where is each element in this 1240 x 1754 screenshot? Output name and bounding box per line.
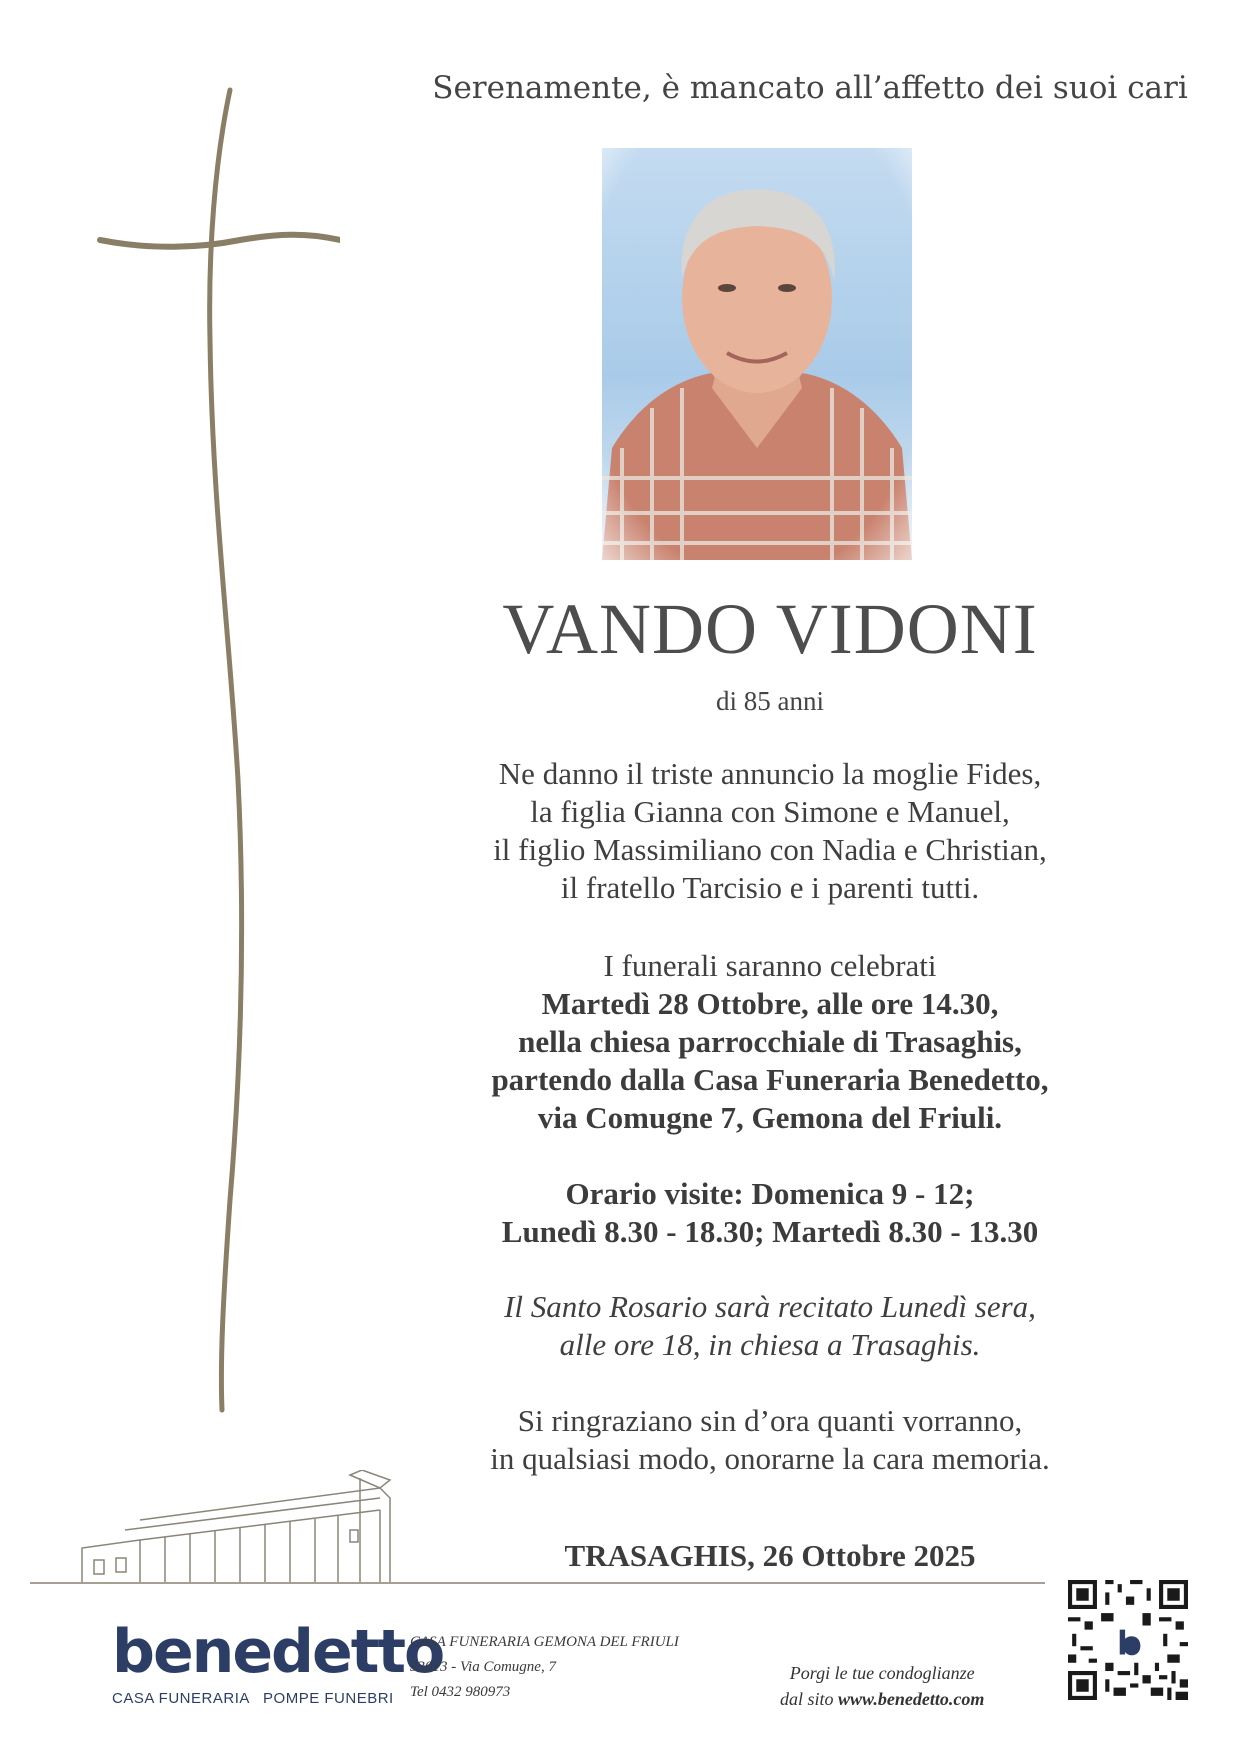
visiting-hours — [420, 1175, 1120, 1251]
deceased-age: di 85 anni — [716, 686, 824, 716]
rosary-line: alle ore 18, in chiesa a Trasaghis. — [559, 1327, 981, 1362]
rosary-line: Il Santo Rosario sarà recitato Lunedì sera, — [504, 1289, 1036, 1324]
address-line: Tel 0432 980973 — [410, 1684, 511, 1700]
funeral-line: Martedì 28 Ottobre, alle ore 14.30, — [541, 986, 999, 1021]
portrait-photo — [602, 148, 912, 560]
family-line: la figlia Gianna con Simone e Manuel, — [530, 794, 1010, 829]
condolences-line: Porgi le tue condoglianze — [789, 1663, 975, 1683]
funeral-line: partendo dalla Casa Funeraria Benedetto, — [491, 1062, 1049, 1097]
qr-code-icon[interactable] — [1068, 1580, 1188, 1700]
thanks-line: in qualsiasi modo, onorarne la cara memoria. — [490, 1441, 1050, 1476]
address-line: CASA FUNERARIA GEMONA DEL FRIULI — [410, 1634, 679, 1650]
funeral-line: via Comugne 7, Gemona del Friuli. — [537, 1100, 1003, 1135]
funeral-details — [420, 947, 1120, 1137]
intro-text: Serenamente, è mancato all’affetto dei suoi cari — [432, 70, 1188, 106]
website-link[interactable]: www.benedetto.com — [838, 1689, 985, 1709]
family-line: il figlio Massimiliano con Nadia e Christian, — [493, 832, 1047, 867]
benedetto-logo: benedetto — [112, 1617, 444, 1687]
funeral-home-building-icon — [80, 1470, 400, 1585]
thanks-line: Si ringraziano sin d’ora quanti vorranno, — [517, 1403, 1023, 1438]
funeral-lead: I funerali saranno celebrati — [603, 948, 937, 983]
address-line: 33013 - Via Comugne, 7 — [410, 1659, 556, 1675]
condolences-prefix: dal sito — [780, 1689, 839, 1709]
visits-line: Lunedì 8.30 - 18.30; Martedì 8.30 - 13.30 — [501, 1214, 1039, 1249]
logo-subtitle: CASA FUNERARIA POMPE FUNEBRI — [112, 1690, 394, 1707]
footer-divider — [30, 1582, 1045, 1584]
rosary-notice — [420, 1288, 1120, 1364]
funeral-home-address — [410, 1630, 679, 1705]
condolences-note — [780, 1660, 984, 1712]
visits-line: Orario visite: Domenica 9 - 12; — [565, 1176, 975, 1211]
family-line: Ne danno il triste annuncio la moglie Fides, — [498, 756, 1042, 791]
cross-icon — [80, 80, 340, 1420]
funeral-line: nella chiesa parrocchiale di Trasaghis, — [518, 1024, 1022, 1059]
family-line: il fratello Tarcisio e i parenti tutti. — [560, 870, 980, 905]
family-announcement — [420, 755, 1120, 907]
place-date: TRASAGHIS, 26 Ottobre 2025 — [564, 1538, 976, 1573]
thanks-note — [420, 1402, 1120, 1478]
deceased-name: VANDO VIDONI — [502, 589, 1038, 669]
